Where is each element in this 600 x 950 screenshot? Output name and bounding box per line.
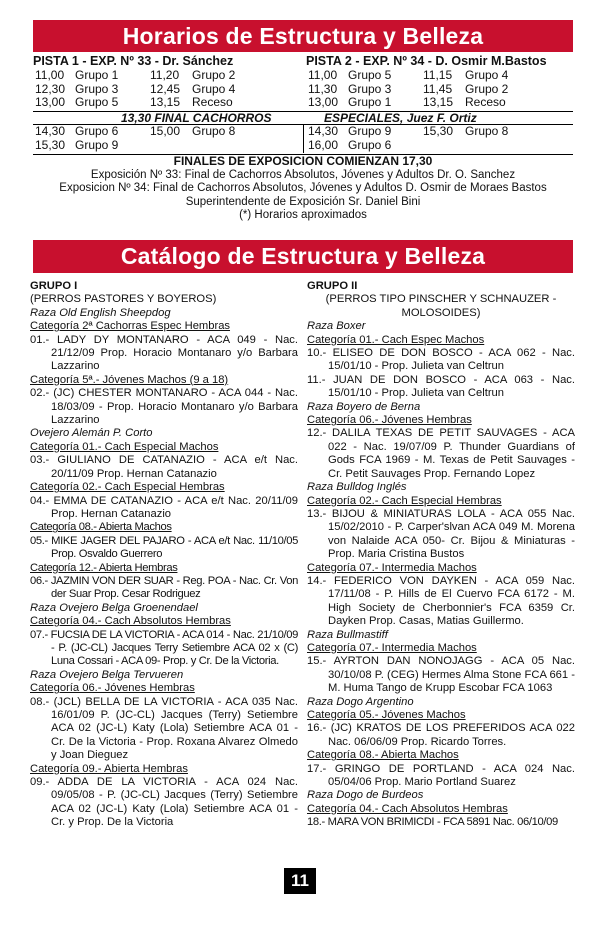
breed-heading: Raza Old English Sheepdog	[30, 306, 171, 319]
schedule-row	[306, 83, 576, 97]
schedule-time: 11,45	[423, 81, 453, 96]
group-description: (PERROS TIPO PINSCHER Y SCHNAUZER - MOLOSOIDES)	[325, 293, 557, 319]
schedule-group: Grupo 1	[348, 95, 392, 109]
pista-2-afternoon	[306, 125, 576, 152]
category-heading: Categoría 02.- Cach Especial Hembras	[30, 481, 225, 494]
catalog-title-banner: Catálogo de Estructura y Belleza	[33, 240, 573, 273]
schedule-row	[33, 96, 303, 110]
schedule-group	[465, 139, 565, 153]
schedule-divider	[303, 125, 304, 153]
schedule-row	[306, 69, 576, 83]
dog-entry: 03.- GIULIANO DE CATANAZIO - ACA e/t Nac. 20/11/09 Prop. Hernan Catanazio	[30, 454, 298, 480]
schedule-time: 11,00	[35, 68, 65, 82]
schedule-group: Grupo 5	[75, 95, 119, 109]
especiales-label: ESPECIALES, Juez F. Ortiz	[324, 111, 477, 125]
dog-entry: 12.- DALILA TEXAS DE PETIT SAUVAGES - ACA 022 - Nac. 19/07/09 P. Thunder Guardians of Gods FCA 1969 - M. Texas de Petit Sauvages - Cr. Petit Sauvages Prop. Fernando Lopez	[307, 427, 575, 480]
dog-entry: 16.- (JC) KRATOS DE LOS PREFERIDOS ACA 022 Nac. 06/06/09 Prop. Ricardo Torres.	[307, 722, 575, 748]
schedule-group: Grupo 9	[348, 124, 392, 138]
schedule-time: 14,30	[308, 124, 339, 138]
schedule-group: Grupo 5	[348, 68, 392, 82]
category-heading: Categoría 01.- Cach Especial Machos	[30, 440, 219, 453]
schedule-time: 15,30	[35, 137, 66, 152]
schedule-group: Receso	[192, 95, 233, 109]
catalog-column-left	[30, 280, 298, 830]
schedule-group: Grupo 3	[75, 81, 119, 96]
schedule-row	[33, 125, 303, 139]
dog-entry: 11.- JUAN DE DON BOSCO - ACA 063 - Nac. 15/01/10 - Prop. Julieta van Celtrun	[307, 373, 575, 400]
category-heading: Categoría 04.- Cach Absolutos Hembras	[307, 802, 508, 815]
category-heading: Categoría 06.- Jóvenes Hembras	[307, 414, 472, 427]
category-heading: Categoría 02.- Cach Especial Hembras	[307, 494, 502, 507]
schedule-time: 15,00	[150, 124, 181, 138]
dog-entry: 02.- (JC) CHESTER MONTANARO - ACA 044 - Nac. 18/03/09 - Prop. Horacio Montanaro y/o Barbara Lazzarino	[30, 387, 298, 427]
dog-entry: 13.- BIJOU & MINIATURAS LOLA - ACA 055 Nac. 15/02/2010 - P. Carper'slvan ACA 049 M. Morena von Nalaide ACA 050- Cr. Bijou & Miniaturas - Prop. Maria Cristina Bustos	[307, 507, 575, 561]
schedule-group: Grupo 4	[465, 68, 509, 82]
pista-1-schedule	[33, 55, 303, 110]
approx-times-note: (*) Horarios aproximados	[239, 209, 367, 221]
finals-line-34: Exposicion Nº 34: Final de Cachorros Absolutos, Jóvenes y Adultos D. Osmir de Moraes Bastos	[59, 182, 547, 194]
page-number: 11	[284, 868, 316, 894]
schedule-time: 13,00	[308, 95, 339, 109]
group-description: (PERROS PASTORES Y BOYEROS)	[30, 293, 217, 306]
schedule-row	[306, 125, 576, 139]
schedule-group: Grupo 3	[348, 81, 392, 96]
pista-2-schedule	[306, 55, 576, 110]
dog-entry: 14.- FEDERICO VON DAYKEN - ACA 059 Nac. 17/11/08 - P. Hills de El Cuervo FCA 6172 - M. High Society de Cherbonnier's FCA 6359 Cr. Dayken Prop. Casas, Matias Guillermo.	[307, 574, 575, 628]
schedule-time: 11,00	[308, 68, 338, 82]
final-cachorros-label: 13,30 FINAL CACHORROS	[121, 111, 272, 125]
finals-info	[33, 155, 573, 223]
category-heading: Categoría 05.- Jóvenes Machos	[307, 709, 466, 721]
schedule-time: 11,15	[423, 68, 453, 82]
schedule-group: Grupo 6	[75, 124, 119, 138]
finals-title: FINALES DE EXPOSICION COMIENZAN 17,30	[173, 154, 433, 168]
dog-entry: 04.- EMMA DE CATANAZIO - ACA e/t Nac. 20/11/09 Prop. Hernan Catanazio	[30, 494, 298, 520]
category-heading: Categoría 5ª.- Jóvenes Machos (9 a 18)	[30, 373, 229, 386]
schedule-time: 11,20	[150, 68, 180, 82]
finals-line-33: Exposición Nº 33: Final de Cachorros Absolutos, Jóvenes y Adultos Dr. O. Sanchez	[90, 168, 516, 181]
dog-entry: 06.- JAZMIN VON DER SUAR - Reg. POA - Nac. Cr. Von der Suar Prop. Cesar Rodriguez	[30, 574, 298, 601]
group-heading: GRUPO II	[307, 280, 358, 292]
category-heading: Categoría 08.- Abierta Machos	[30, 521, 172, 534]
breed-heading: Ovejero Alemán P. Corto	[30, 427, 153, 440]
schedule-time	[423, 139, 465, 153]
schedule-time: 12,45	[150, 81, 181, 96]
schedule-group: Grupo 2	[192, 68, 236, 82]
breed-heading: Raza Dogo de Burdeos	[307, 789, 424, 802]
schedule-time: 14,30	[35, 124, 66, 138]
category-heading: Categoría 07.- Intermedia Machos	[307, 641, 477, 654]
schedule-time: 11,30	[308, 81, 338, 96]
schedule-group: Grupo 1	[75, 68, 119, 82]
schedule-row	[33, 139, 303, 153]
schedule-time: 13,15	[150, 95, 181, 109]
category-heading: Categoría 01.- Cach Espec Machos	[307, 333, 485, 346]
schedule-time	[150, 139, 192, 153]
dog-entry: 17.- GRINGO DE PORTLAND - ACA 024 Nac. 05/04/06 Prop. Mario Portland Suarez	[307, 762, 575, 789]
schedule-time: 12,30	[35, 81, 66, 96]
schedule-title-banner: Horarios de Estructura y Belleza	[33, 20, 573, 52]
schedule-group: Grupo 8	[465, 124, 509, 138]
schedule-group: Grupo 9	[75, 137, 119, 152]
pista-2-header: PISTA 2 - EXP. Nº 34 - D. Osmir M.Bastos	[306, 54, 547, 68]
category-heading: Categoría 12.- Abierta Hembras	[30, 561, 178, 574]
category-heading: Categoría 2ª Cachorras Espec Hembras	[30, 320, 231, 333]
category-heading: Categoría 07.- Intermedia Machos	[307, 561, 477, 574]
breed-heading: Raza Dogo Argentino	[307, 695, 414, 708]
schedule-row	[306, 139, 576, 153]
schedule-group: Grupo 4	[192, 81, 236, 96]
dog-entry: 07.- FUCSIA DE LA VICTORIA - ACA 014 - Nac. 21/10/09 - P. (JC-CL) Jacques Terry Setiembre ACA 02 x (C) Luna Cossari - ACA 09- Prop. y Cr. De la Victoria.	[30, 628, 298, 668]
dog-entry: 01.- LADY DY MONTANARO - ACA 049 - Nac. 21/12/09 Prop. Horacio Montanaro y/o Barbara Lazzarino	[30, 333, 298, 373]
category-heading: Categoría 09.- Abierta Hembras	[30, 762, 188, 775]
dog-entry: 09.- ADDA DE LA VICTORIA - ACA 024 Nac. 09/05/08 - P. (JC-CL) Jacques (Terry) Setiembre ACA 02 (JC-L) Katy (Lola) Setiembre ACA 01 - Cr. y Prop. De la Victoria	[30, 776, 298, 829]
schedule-time: 13,00	[35, 95, 66, 109]
schedule-group: Grupo 8	[192, 124, 236, 138]
schedule-time: 15,30	[423, 124, 454, 138]
schedule-time: 13,15	[423, 95, 454, 109]
schedule-group	[192, 139, 292, 153]
breed-heading: Raza Bullmastiff	[307, 628, 388, 641]
dog-entry: 10.- ELISEO DE DON BOSCO - ACA 062 - Nac. 15/01/10 - Prop. Julieta van Celtrun	[307, 347, 575, 373]
breed-heading: Raza Ovejero Belga Groenendael	[30, 601, 198, 614]
dog-entry: 18.- MARA VON BRIMICDI - FCA 5891 Nac. 06/10/09	[307, 816, 558, 829]
schedule-group: Grupo 6	[348, 137, 392, 152]
group-heading: GRUPO I	[30, 280, 78, 292]
catalog-column-right	[307, 280, 575, 830]
schedule-time: 16,00	[308, 137, 339, 152]
pista-1-afternoon	[33, 125, 303, 152]
schedule-group: Receso	[465, 95, 506, 109]
breed-heading: Raza Boyero de Berna	[307, 400, 421, 413]
breed-heading: Raza Bulldog Inglés	[307, 481, 407, 494]
schedule-row	[306, 96, 576, 110]
category-heading: Categoría 08.- Abierta Machos	[307, 749, 459, 762]
final-cachorros-band	[33, 111, 573, 125]
breed-heading: Raza Boxer	[307, 320, 366, 333]
dog-entry: 08.- (JCL) BELLA DE LA VICTORIA - ACA 035 Nac. 16/01/09 P. (JC-CL) Jacques (Terry) Setiembre ACA 02 (JC-L) Katy (Lola) Setiembre ACA 01 - Cr. De la Victoria - Prop. Roxana Alvarez Olmedo y Joan Dieguez	[30, 695, 298, 762]
schedule-row	[33, 83, 303, 97]
schedule-group: Grupo 2	[465, 81, 509, 96]
pista-1-header: PISTA 1 - EXP. Nº 33 - Dr. Sánchez	[33, 54, 234, 68]
category-heading: Categoría 04.- Cach Absolutos Hembras	[30, 615, 231, 628]
category-heading: Categoría 06.- Jóvenes Hembras	[30, 682, 195, 695]
dog-entry: 15.- AYRTON DAN NONOJAGG - ACA 05 Nac. 30/10/08 P. (CEG) Hermes Alma Stone FCA 661 - M. Huma Tango de Krupp Escobar FCA 1063	[307, 655, 575, 695]
dog-entry: 05.- MIKE JAGER DEL PAJARO - ACA e/t Nac. 11/10/05 Prop. Osvaldo Guerrero	[30, 534, 298, 561]
superintendent-line: Superintendente de Exposición Sr. Daniel Bini	[185, 195, 421, 208]
breed-heading: Raza Ovejero Belga Tervueren	[30, 668, 184, 681]
schedule-row	[33, 69, 303, 83]
